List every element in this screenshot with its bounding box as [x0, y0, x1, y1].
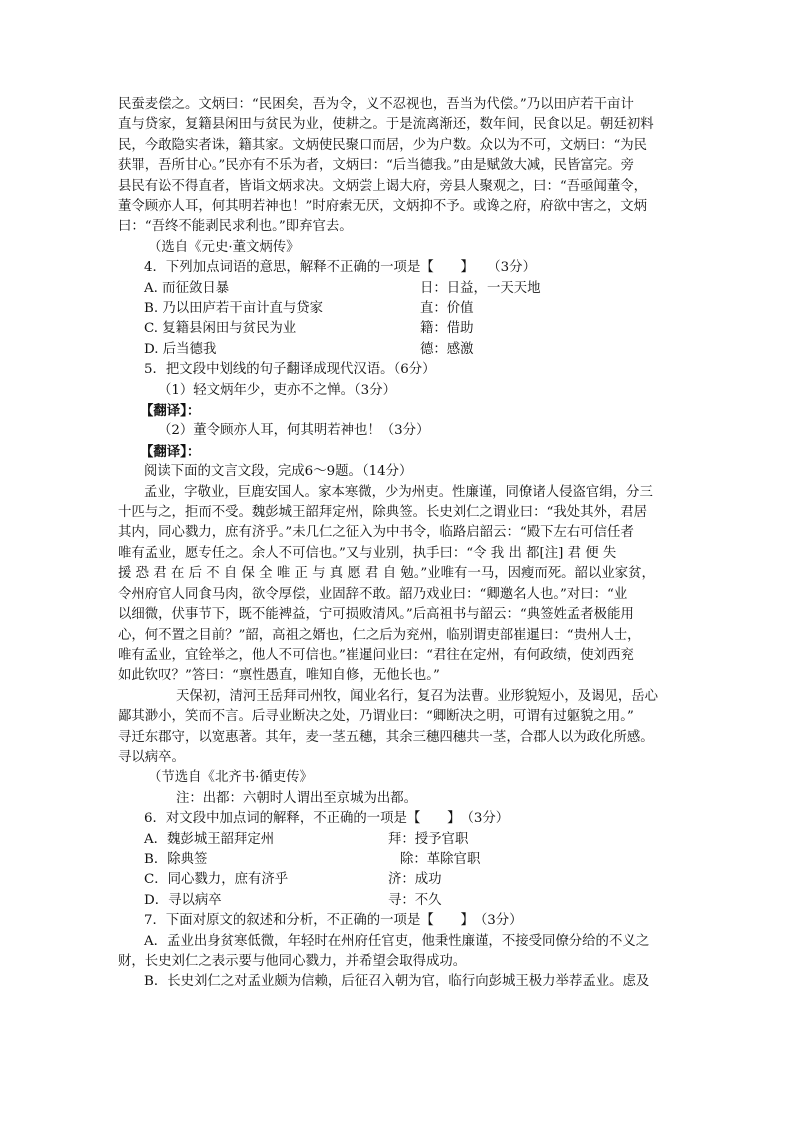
passage-line: 曰：“吾终不能剥民求利也。”即弃官去。 [118, 219, 353, 235]
passage-source: （选自《元史·董文炳传》 [148, 239, 300, 255]
option-explanation: 德：感激 [420, 341, 474, 357]
passage-2 [118, 462, 678, 809]
option-b-line: B．长史刘仁之对孟业颇为信赖，后征召入朝为官，临行向彭城王极力举荐孟业。虑及 [144, 974, 650, 990]
passage-line: 心，何不置之目前？”韶，高祖之婿也，仁之后为兖州，临别谓吏部崔暹曰：“贵州人士， [118, 627, 641, 643]
passage-line: 唯有孟业，宜铨举之，他人不可信也。”崔暹问业曰：“君往在定州，有何政绩，使刘西兖 [118, 647, 634, 663]
option-explanation: 寻：不久 [388, 892, 442, 908]
passage-line: 天保初，清河王岳拜司州牧，闻业名行，复召为法曹。业形貌短小，及谒见，岳心 [176, 688, 659, 704]
passage-line: 寻以病卒。 [118, 749, 185, 765]
option-text: A. 而征敛日暴 [144, 280, 230, 296]
option-a-line: 财，长史刘仁之表示要与他同心戮力，并希望会取得成功。 [118, 953, 467, 969]
question-stem: 5．把文段中划线的句子翻译成现代汉语。（6分） [144, 362, 436, 378]
option-c [118, 319, 678, 339]
question-4 [118, 258, 678, 360]
passage-line: 直与贷家，复籍县闲田与贫民为业，使耕之。于是流离渐还，数年间，民食以足。朝廷初料 [118, 117, 654, 133]
passage-line: 民，今敢隐实者诛，籍其家。文炳使民聚口而居，少为户数。众以为不可，文炳曰：“为民 [118, 137, 648, 153]
passage-1 [118, 95, 678, 258]
option-text: B．除典签 [144, 851, 208, 867]
option-a [118, 279, 678, 299]
translation-label-2: 【翻译】： [140, 443, 201, 460]
passage-line: 以细微，伏事节下，既不能裨益，宁可损败清风。”后高祖书与韶云：“典签姓孟者极能用 [118, 607, 634, 623]
option-explanation: 籍：借助 [420, 321, 474, 337]
passage-line: 董令顾亦人耳，何其明若神也！”时府索无厌，文炳抑不予。或谗之府，府欲中害之，文炳 [118, 199, 648, 215]
document-page [118, 95, 678, 993]
passage-line: 令州府官人同食马肉，欲令厚偿，业固辞不敢。韶乃戏业曰：“卿邀名人也。”对曰：“业 [118, 586, 628, 602]
option-explanation: 拜：授予官职 [388, 831, 469, 847]
option-text: D. 后当德我 [144, 341, 217, 357]
question-stem: 4．下列加点词语的意思，解释不正确的一项是【 】 （3分） [144, 260, 536, 276]
question-6 [118, 809, 678, 911]
option-explanation: 直：价值 [420, 301, 474, 317]
question-5 [118, 360, 678, 462]
question-stem: 6．对文段中加点词的解释，不正确的一项是【 】 （3分） [144, 811, 510, 827]
passage-line: 鄙其渺小，笑而不言。后寻业断决之处，乃谓业曰：“卿断决之明，可谓有过躯貌之用。” [118, 709, 634, 725]
question-stem: 7．下面对原文的叙述和分析，不正确的一项是【 】 （3分） [144, 913, 523, 929]
passage-line: 唯有孟业，愿专任之。余人不可信也。”又与业别，执手曰：“令 我 出 都[注] 君 便 失 [118, 545, 617, 561]
passage-line: 寻迁东郡守，以宽惠著。其年，麦一茎五穗，其余三穗四穗共一茎，合郡人以为政化所感。 [118, 729, 654, 745]
passage-line: 其内，同心戮力，庶有济乎。”未几仁之征入为中书令，临路启韶云：“殿下左右可信任者 [118, 525, 634, 541]
option-text: C．同心戮力，庶有济乎 [144, 872, 289, 888]
question-7 [118, 911, 678, 993]
sub-question-2: （2）董令顾亦人耳，何其明若神也！（3分） [158, 423, 430, 439]
passage-line: 如此钦叹？”答曰：“禀性愚直，唯知自修，无他长也。” [118, 668, 440, 684]
option-d [118, 891, 678, 911]
option-text: C. 复籍县闲田与贫民为业 [144, 321, 297, 337]
option-explanation: 除：革除官职 [400, 851, 481, 867]
option-d [118, 340, 678, 360]
passage-line: 十匹与之，拒而不受。魏彭城王韶拜定州，除典签。长史刘仁之谓业曰：“我处其外，君居 [118, 505, 648, 521]
option-explanation: 济：成功 [388, 872, 442, 888]
option-text: B. 乃以田庐若干亩计直与贷家 [144, 301, 324, 317]
passage-intro: 阅读下面的文言文段，完成6～9题。（14分） [144, 464, 413, 480]
option-explanation: 日：日益，一天天地 [420, 280, 541, 296]
option-text: D．寻以病卒 [144, 892, 222, 908]
passage-line: 县民有讼不得直者，皆诣文炳求决。文炳尝上谒大府，旁县人聚观之，曰：“吾亟闻董令， [118, 178, 648, 194]
option-c [118, 870, 678, 890]
option-a [118, 830, 678, 850]
passage-line: 民蚕麦偿之。文炳曰：“民困矣，吾为令，义不忍视也，吾当为代偿。”乃以田庐若干亩计 [118, 97, 634, 112]
footnote: 注：出都：六朝时人谓出至京城为出都。 [176, 790, 418, 806]
option-a-line: A．孟业出身贫寒低微，年轻时在州府任官吏，他秉性廉谨，不接受同僚分给的不义之 [144, 933, 650, 949]
passage-line: 孟业，字敬业，巨鹿安国人。家本寒微，少为州吏。性廉谨，同僚诸人侵盗官绢，分三 [144, 484, 653, 500]
sub-question-1: （1）轻文炳年少，吏亦不之惮。（3分） [158, 382, 396, 398]
translation-label-1: 【翻译】： [140, 403, 201, 420]
option-b [118, 850, 678, 870]
passage-line: 援 恐 君 在 后 不 自 保 全 唯 正 与 真 愿 君 自 勉。”业唯有一马，因瘦而死。韶以业家贫， [118, 566, 655, 582]
option-text: A．魏彭城王韶拜定州 [144, 831, 275, 847]
passage-source: （节选自《北齐书·循吏传》 [148, 770, 313, 786]
passage-line: 获罪，吾所甘心。”民亦有不乐为者，文炳曰：“后当德我。”由是赋敛大减，民皆富完。旁 [118, 158, 634, 174]
option-b [118, 299, 678, 319]
